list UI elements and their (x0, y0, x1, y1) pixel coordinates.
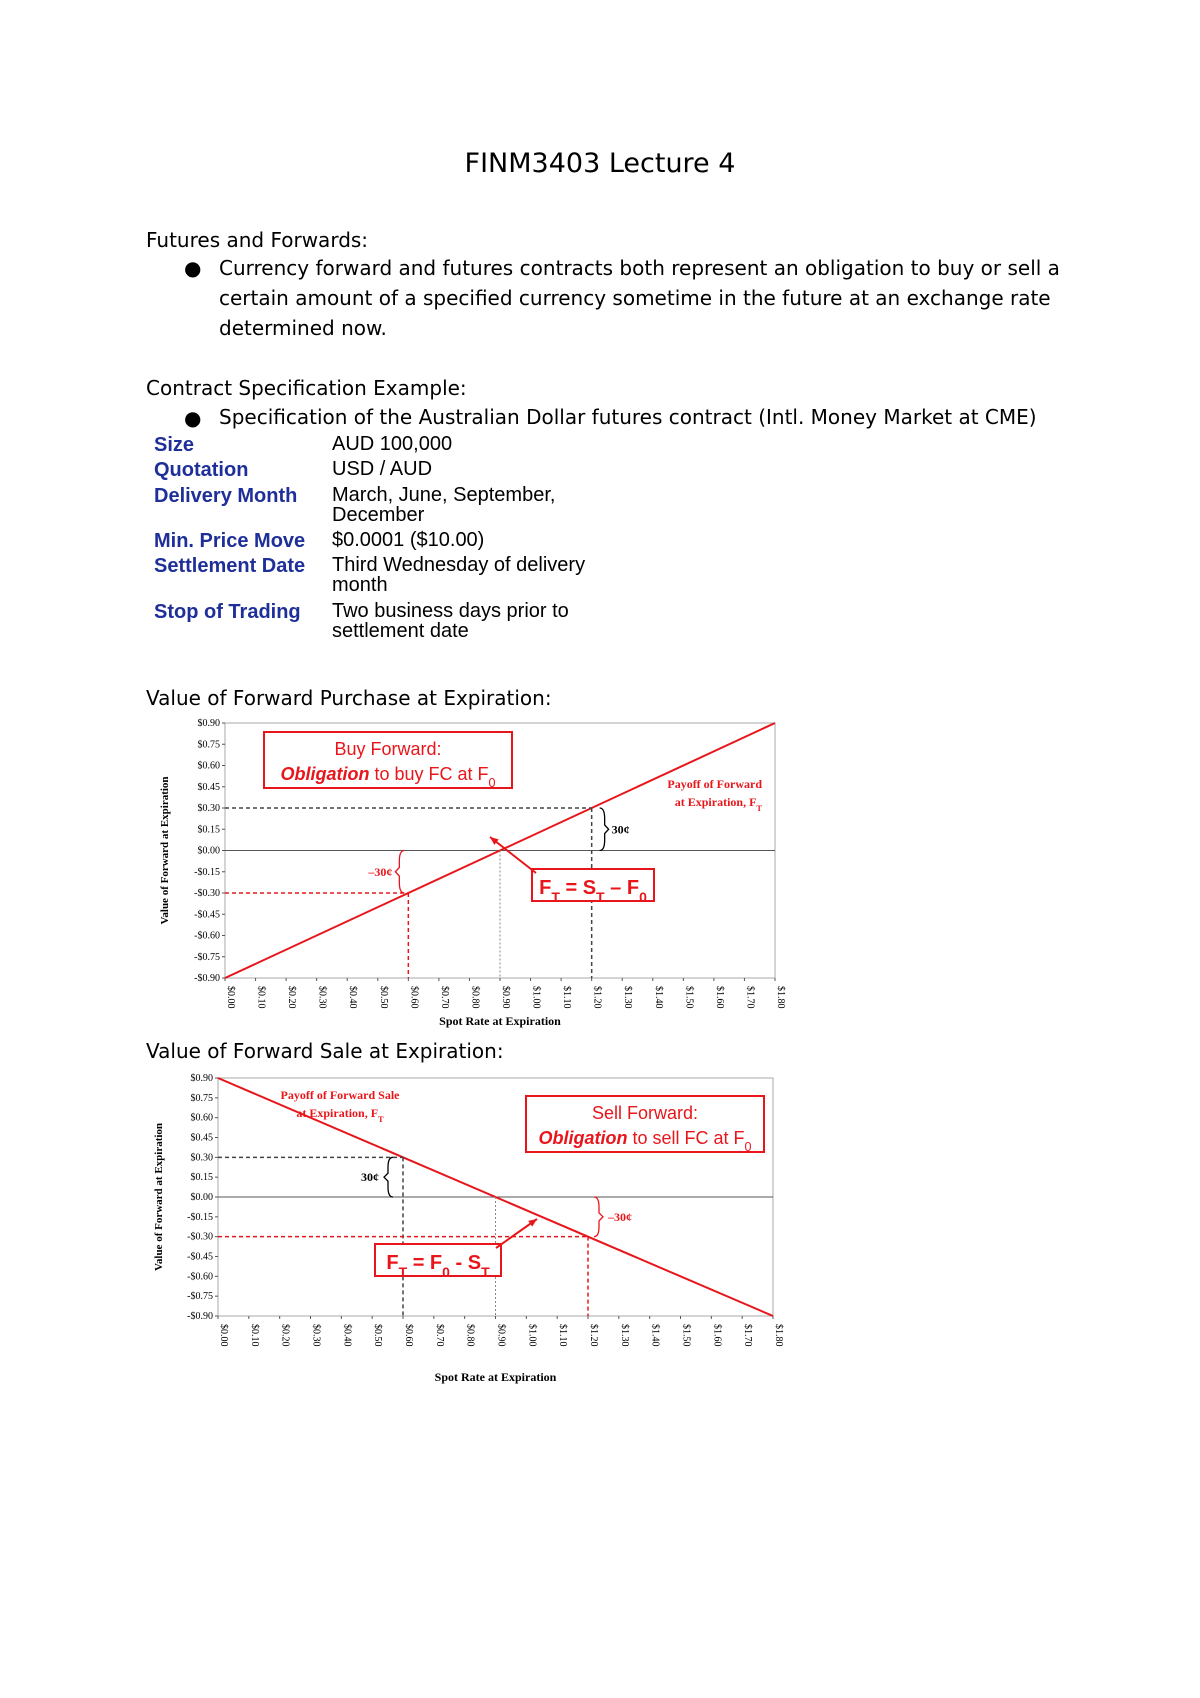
x-tick-label: $0.20 (286, 986, 298, 1009)
section-heading-contract-spec: Contract Specification Example: (146, 376, 467, 400)
x-tick-label: $1.20 (591, 986, 603, 1009)
x-tick-label: $1.40 (649, 1324, 661, 1347)
series-label: at Expiration, $F_T$ (296, 1106, 384, 1124)
bullet-dot: ● (184, 406, 202, 430)
x-tick-label: $0.30 (310, 1324, 322, 1347)
annotation-label: –30¢ (608, 1209, 632, 1224)
x-tick-label: $1.30 (618, 1324, 630, 1347)
spec-value: Two business days prior to settlement date (332, 600, 569, 642)
page-title: FINM3403 Lecture 4 (464, 148, 736, 179)
bullet-text-spec: Specification of the Australian Dollar futures contract (Intl. Money Market at CME) (219, 405, 1037, 429)
obligation-box-title: Sell Forward: (591, 1103, 699, 1123)
formula-text: $F_T = F_0 - S_T$ (386, 1252, 490, 1280)
spec-label: Settlement Date (154, 555, 306, 577)
y-axis-label: Value of Forward at Expiration (153, 1122, 165, 1272)
chart2-heading: Value of Forward Sale at Expiration: (146, 1039, 504, 1063)
x-tick-label: $1.00 (526, 1324, 538, 1347)
x-tick-label: $0.90 (495, 1324, 507, 1347)
y-tick-label: $0.60 (197, 760, 220, 772)
x-tick-label: $1.30 (622, 986, 634, 1009)
spec-label: Min. Price Move (154, 530, 306, 552)
y-tick-label: -$0.45 (187, 1251, 213, 1263)
spec-label: Delivery Month (154, 485, 298, 507)
y-tick-label: $0.60 (190, 1112, 213, 1124)
annotation-label: 30¢ (361, 1170, 379, 1185)
formula-text: $F_T = S_T - F_0$ (539, 877, 647, 905)
y-tick-label: -$0.75 (194, 951, 220, 963)
x-tick-label: $1.00 (530, 986, 542, 1009)
x-tick-label: $1.80 (775, 986, 786, 1009)
y-tick-label: $0.30 (190, 1152, 213, 1164)
section-heading-futures: Futures and Forwards: (146, 228, 369, 252)
bullet-text-definition (219, 253, 1069, 343)
annotation-label: –30¢ (368, 864, 393, 879)
spec-label: Quotation (154, 459, 249, 481)
x-tick-label: $0.90 (500, 986, 511, 1009)
x-axis-label: Spot Rate at Expiration (434, 1370, 557, 1384)
x-tick-label: $0.30 (316, 986, 328, 1009)
x-tick-label: $1.10 (561, 986, 573, 1009)
x-tick-label: $0.60 (408, 986, 420, 1009)
x-tick-label: $1.10 (557, 1324, 569, 1347)
y-tick-label: -$0.90 (187, 1311, 213, 1322)
obligation-box-text: Obligation to sell FC at $F_0$ (538, 1128, 752, 1154)
spec-value: March, June, September, December (332, 484, 556, 526)
y-tick-label: -$0.15 (194, 866, 220, 878)
spec-value: $0.0001 ($10.00) (332, 529, 485, 551)
y-tick-label: $0.15 (197, 824, 220, 836)
spec-value: AUD 100,000 (332, 433, 453, 455)
x-tick-label: $1.60 (713, 986, 725, 1009)
x-tick-label: $0.80 (469, 986, 481, 1009)
x-tick-label: $1.40 (652, 986, 664, 1009)
y-tick-label: $0.90 (190, 1073, 213, 1084)
y-axis-label: Value of Forward at Expiration (159, 776, 171, 925)
y-tick-label: $0.00 (190, 1192, 213, 1203)
forward-purchase-chart (150, 715, 786, 1030)
y-tick-label: $0.45 (190, 1132, 213, 1144)
spec-label: Size (154, 434, 195, 456)
annotation-brace (594, 1197, 603, 1237)
y-tick-label: $0.30 (197, 803, 220, 814)
obligation-box-text: Obligation to buy FC at $F_0$ (280, 764, 496, 790)
annotation-brace (600, 808, 609, 851)
spec-label: Stop of Trading (154, 601, 301, 623)
bullet-line: determined now. (219, 316, 387, 340)
formula-arrow (490, 837, 536, 873)
bullet-line: Currency forward and futures contracts both represent an obligation to buy or sell a (219, 256, 1060, 280)
y-tick-label: $0.75 (197, 739, 220, 751)
y-tick-label: -$0.45 (194, 909, 220, 921)
bullet-dot: ● (184, 256, 202, 280)
x-tick-label: $1.80 (773, 1324, 784, 1347)
y-tick-label: -$0.75 (187, 1291, 213, 1303)
x-tick-label: $1.50 (683, 986, 695, 1009)
x-axis-label: Spot Rate at Expiration (439, 1014, 561, 1028)
y-tick-label: -$0.60 (194, 930, 220, 942)
series-label: Payoff of Forward (667, 777, 762, 791)
annotation-brace (384, 1157, 393, 1197)
x-tick-label: $0.50 (372, 1324, 384, 1347)
x-tick-label: $0.00 (218, 1324, 229, 1347)
x-tick-label: $1.50 (680, 1324, 692, 1347)
x-tick-label: $0.20 (279, 1324, 291, 1347)
x-tick-label: $0.50 (377, 986, 389, 1009)
annotation-label: 30¢ (611, 822, 630, 837)
series-label: Payoff of Forward Sale (280, 1088, 400, 1102)
x-tick-label: $0.40 (347, 986, 359, 1009)
x-tick-label: $1.60 (711, 1324, 723, 1347)
x-tick-label: $1.70 (744, 986, 756, 1009)
x-tick-label: $0.80 (464, 1324, 476, 1347)
x-tick-label: $0.10 (255, 986, 267, 1009)
y-tick-label: $0.90 (197, 718, 220, 729)
x-tick-label: $0.70 (438, 986, 450, 1009)
y-tick-label: $0.75 (190, 1092, 213, 1104)
annotation-brace (395, 851, 404, 894)
x-tick-label: $1.70 (742, 1324, 754, 1347)
obligation-box-title: Buy Forward: (334, 739, 442, 759)
x-tick-label: $0.60 (403, 1324, 414, 1347)
bullet-line: certain amount of a specified currency sometime in the future at an exchange rate (219, 286, 1051, 310)
series-label: at Expiration, $F_T$ (674, 795, 762, 813)
x-tick-label: $1.20 (588, 1324, 599, 1347)
x-tick-label: $0.70 (433, 1324, 445, 1347)
y-tick-label: -$0.15 (187, 1211, 213, 1223)
chart1-heading: Value of Forward Purchase at Expiration: (146, 686, 552, 710)
x-tick-label: $0.10 (248, 1324, 260, 1347)
y-tick-label: $0.00 (197, 845, 220, 857)
y-tick-label: $0.45 (197, 781, 220, 793)
spec-value: Third Wednesday of delivery month (332, 554, 586, 596)
y-tick-label: -$0.30 (187, 1231, 213, 1243)
y-tick-label: -$0.90 (194, 973, 220, 984)
y-tick-label: -$0.30 (194, 888, 220, 899)
y-tick-label: -$0.60 (187, 1271, 213, 1283)
forward-sale-chart (150, 1068, 784, 1384)
spec-value: USD / AUD (332, 458, 433, 480)
y-tick-label: $0.15 (190, 1172, 213, 1184)
x-tick-label: $0.40 (341, 1324, 353, 1347)
x-tick-label: $0.00 (225, 986, 236, 1009)
